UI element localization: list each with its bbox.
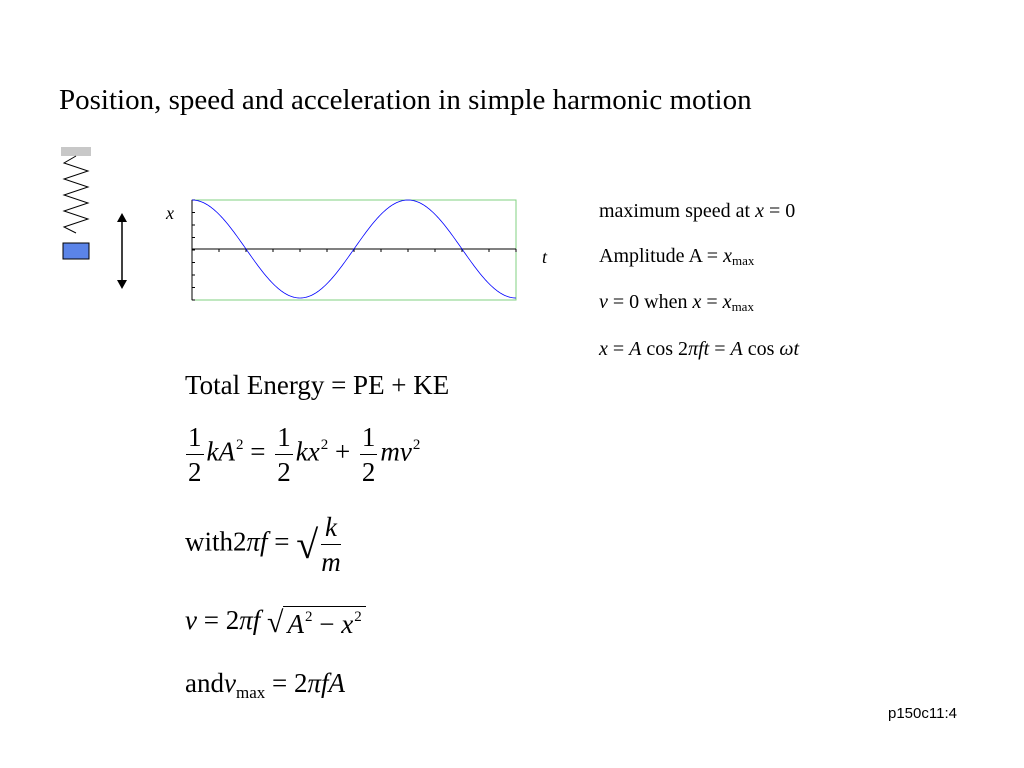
note-v-zero: v = 0 when $x = x_{max}$ — [599, 291, 754, 314]
fraction-half: $\frac{1}{2}$ — [361, 422, 376, 487]
slide-title: Position, speed and acceleration in simple harmonic motion — [59, 84, 752, 116]
note-position-equation: x = A cos 2πft = A cos ωt — [599, 338, 800, 360]
fraction-half: $\frac{1}{2}$ — [277, 422, 291, 487]
spring-coil — [64, 156, 88, 233]
ceiling — [61, 147, 91, 156]
equation-energy-terms: $\frac{1}{2}$ $kA^2$ = $\frac{1}{2}$ $kx^2$ + $\frac{1}{2}$ $mv^2$ — [188, 422, 421, 487]
equation-angular-frequency: with2πf = √ $\frac{k}{m}$ — [185, 512, 341, 577]
x-axis-label: t — [542, 247, 548, 267]
y-axis-label: x — [166, 203, 174, 223]
note-max-speed: maximum speed at x = 0 — [599, 200, 796, 222]
position-time-plot — [160, 190, 560, 310]
page-number: p150c11:4 — [888, 705, 957, 722]
fraction-half: $\frac{1}{2}$ — [188, 422, 202, 487]
mass-block — [63, 243, 89, 259]
equation-max-speed: andv$_{max}$ = 2πfA — [185, 668, 346, 702]
equation-total-energy: Total Energy = PE + KE — [185, 370, 450, 400]
equation-speed: v = 2πf √ $A^2 - x^2$ — [185, 605, 366, 640]
spring-mass-illustration — [55, 145, 95, 265]
displacement-arrow — [108, 212, 136, 290]
note-amplitude: Amplitude $A = x_{max}$ — [599, 245, 755, 268]
